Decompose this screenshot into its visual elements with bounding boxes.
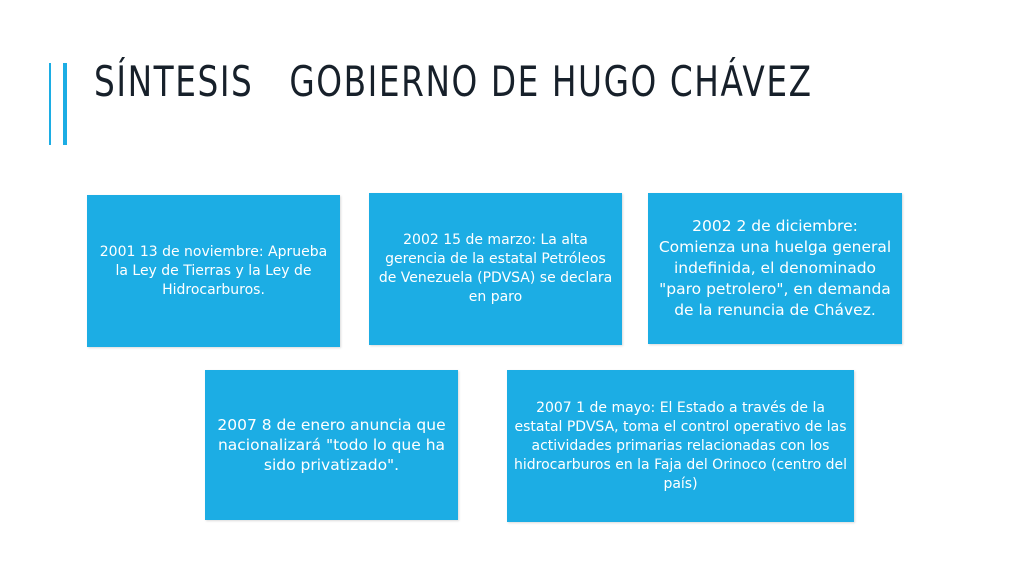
title-accent-bar-thin <box>49 63 51 145</box>
event-box-2007-may <box>507 370 854 522</box>
event-text: 2007 8 de enero anuncia que nacionalizará "todo lo que ha sido privatizado". <box>217 416 446 474</box>
event-text: 2007 1 de mayo: El Estado a través de la estatal PDVSA, toma el control operativo de las actividades primarias relacionadas con los hidrocarburos en la Faja del Orinoco (centro del país) <box>514 399 847 492</box>
event-text: 2001 13 de noviembre: Aprueba la Ley de Tierras y la Ley de Hidrocarburos. <box>99 243 328 298</box>
event-box-2001-nov <box>87 195 340 347</box>
event-box-2002-mar <box>369 193 622 345</box>
event-text: 2002 2 de diciembre: Comienza una huelga general indefinida, el denominado "paro petrolero", en demanda de la renuncia de Chávez. <box>658 217 892 319</box>
event-box-2002-dec <box>648 193 902 344</box>
slide-title: SÍNTESIS GOBIERNO DE HUGO CHÁVEZ <box>94 57 813 106</box>
title-accent-bar-thick <box>63 63 67 145</box>
event-box-2007-jan <box>205 370 458 520</box>
event-text: 2002 15 de marzo: La alta gerencia de la estatal Petróleos de Venezuela (PDVSA) se declara en paro <box>378 232 613 305</box>
